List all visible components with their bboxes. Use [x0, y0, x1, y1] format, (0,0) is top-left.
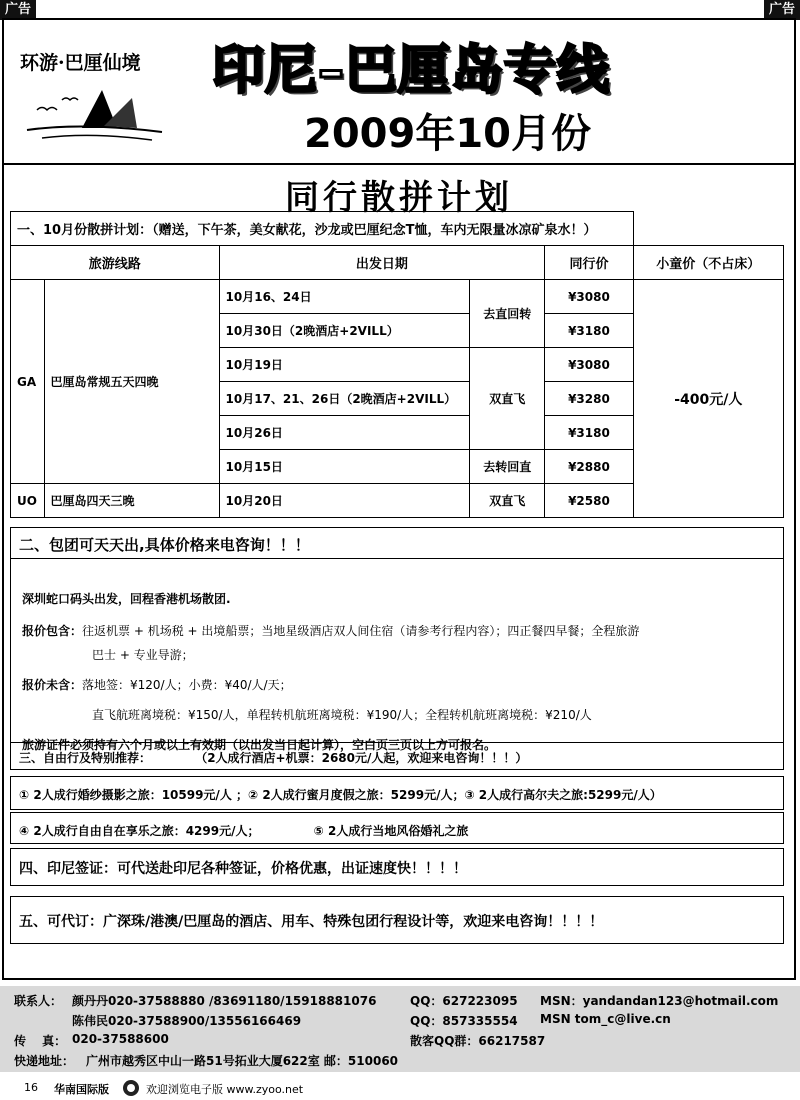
schedule-table: [10, 211, 784, 518]
depart-date: 10月15日: [219, 450, 470, 484]
peer-price: ¥3180: [545, 314, 633, 348]
flight-type: 去直回转: [470, 280, 545, 348]
depart-date: 10月30日（2晚酒店+2VILL）: [219, 314, 470, 348]
section3-title: 三、自由行及特别推荐：: [19, 751, 152, 765]
section3-promo: （2人成行酒店+机票：2680元/人起，欢迎来电咨询！！！）: [195, 751, 528, 765]
peer-price: ¥3180: [545, 416, 633, 450]
recommend-row-2: [10, 812, 784, 844]
peer-price: ¥3280: [545, 382, 633, 416]
route-name: 巴厘岛常规五天四晚: [44, 280, 219, 484]
contact-person-1: 颜丹丹020-37588880 /83691180/15918881076: [72, 994, 377, 1008]
plan-title: 同行散拼计划: [285, 178, 513, 218]
excludes-label: 报价未含：: [22, 678, 83, 692]
passport-text: 旅游证件必须持有六个月或以上有效期（以出发当日起计算），空白页三页以上方可报名。: [22, 738, 497, 752]
flight-type: 双直飞: [470, 348, 545, 450]
depart-date: 10月16、24日: [219, 280, 470, 314]
section2-title: 二、包团可天天出,具体价格来电咨询！！！: [10, 527, 784, 559]
route-code: GA: [11, 280, 45, 484]
address: 广州市越秀区中山一路51号拓业大厦622室 邮：510060: [86, 1054, 399, 1068]
depart-date: 10月19日: [219, 348, 470, 382]
header-price: 同行价: [545, 246, 633, 280]
publisher-logo-icon: [122, 1079, 140, 1097]
contact-msn-1: MSN：yandandan123@hotmail.com: [540, 994, 779, 1008]
table-row: [11, 280, 784, 314]
includes-line: [22, 622, 639, 639]
section5-title: 五、可代订：广深珠/港澳/巴厘岛的酒店、用车、特殊包团行程设计等，欢迎来电咨询！！！！: [10, 896, 784, 944]
ad-label-right: 广告: [764, 0, 800, 20]
flight-type: 去转回直: [470, 450, 545, 484]
footer-slogan: 欢迎浏览电子版 www.zyoo.net: [146, 1083, 304, 1096]
excludes-text-2: 直飞航班离境税：¥150/人，单程转机航班离境税：¥190/人；全程转机航班离境税：¥210/人: [92, 708, 592, 722]
header-child-price: 小童价（不占床）: [633, 246, 783, 280]
table-header-row: [11, 246, 784, 280]
contact-qq-2: QQ：857335554: [410, 1014, 518, 1028]
page-number: 16: [24, 1081, 38, 1094]
publication-name: 华南国际版: [54, 1083, 109, 1096]
includes-label: 报价包含：: [22, 624, 83, 638]
logo: [8, 24, 198, 158]
table-row: [11, 212, 784, 246]
section3-title-row: [10, 742, 784, 770]
peer-price: ¥3080: [545, 348, 633, 382]
section4-title: 四、印尼签证：可代送赴印尼各种签证，价格优惠，出证速度快！！！！: [10, 848, 784, 886]
depart-date: 10月17、21、26日（2晚酒店+2VILL）: [219, 382, 470, 416]
includes-text: 往返机票 + 机场税 + 出境船票；当地星级酒店双人间住宿（请参考行程内容）；四正餐四早餐；全程旅游: [82, 624, 640, 638]
ad-label-left: 广告: [0, 0, 36, 20]
page-footer: [0, 1076, 800, 1100]
peer-price: ¥2580: [545, 484, 633, 518]
flyer-header: [4, 20, 794, 165]
excludes-text: 落地签：¥120/人；小费：¥40/人/天；: [82, 678, 292, 692]
recommend-item-4: ④ 2人成行自由自在享乐之旅：4299元/人；: [19, 824, 260, 838]
fax-label: 传 真：: [14, 1034, 67, 1048]
main-title: 印尼–巴厘岛专线: [212, 41, 611, 101]
excludes-line: [22, 676, 292, 693]
address-label: 快递地址：: [14, 1054, 75, 1068]
recommend-item-5: ⑤ 2人成行当地风俗婚礼之旅: [313, 824, 469, 838]
recommend-row-1: ① 2人成行婚纱摄影之旅：10599元/人 ；② 2人成行蜜月度假之旅：5299元/人；③ 2人成行高尔夫之旅:5299元/人）: [10, 776, 784, 810]
header-route: 旅游线路: [11, 246, 220, 280]
contact-person-2: 陈伟民020-37588900/13556166469: [72, 1014, 302, 1028]
contact-msn-2: MSN tom_c@live.cn: [540, 1012, 671, 1026]
depart-date: 10月26日: [219, 416, 470, 450]
contact-qq-1: QQ：627223095: [410, 994, 518, 1008]
sub-title: 2009年10月份: [304, 111, 591, 157]
contact-panel: [0, 986, 800, 1072]
contact-label: 联系人：: [14, 994, 63, 1008]
boat-logo-icon: [22, 80, 172, 150]
section1-banner: 一、10月份散拼计划：（赠送，下午茶，美女献花，沙龙或巴厘纪念T恤，车内无限量冰凉矿泉水！）: [11, 212, 634, 246]
depart-date: 10月20日: [219, 484, 470, 518]
route-code: UO: [11, 484, 45, 518]
flight-type: 双直飞: [470, 484, 545, 518]
logo-text: 环游·巴厘仙境: [20, 52, 141, 74]
header-date: 出发日期: [219, 246, 545, 280]
includes-text-2: 巴士 + 专业导游；: [92, 648, 194, 662]
peer-price: ¥3080: [545, 280, 633, 314]
route-name: 巴厘岛四天三晚: [44, 484, 219, 518]
peer-price: ¥2880: [545, 450, 633, 484]
fax-number: 020-37588600: [72, 1032, 169, 1046]
child-price: -400元/人: [633, 280, 783, 518]
qq-group: 散客QQ群：66217587: [410, 1034, 546, 1048]
departure-text: 深圳蛇口码头出发，回程香港机场散团.: [22, 592, 231, 606]
departure-note: [22, 590, 231, 607]
